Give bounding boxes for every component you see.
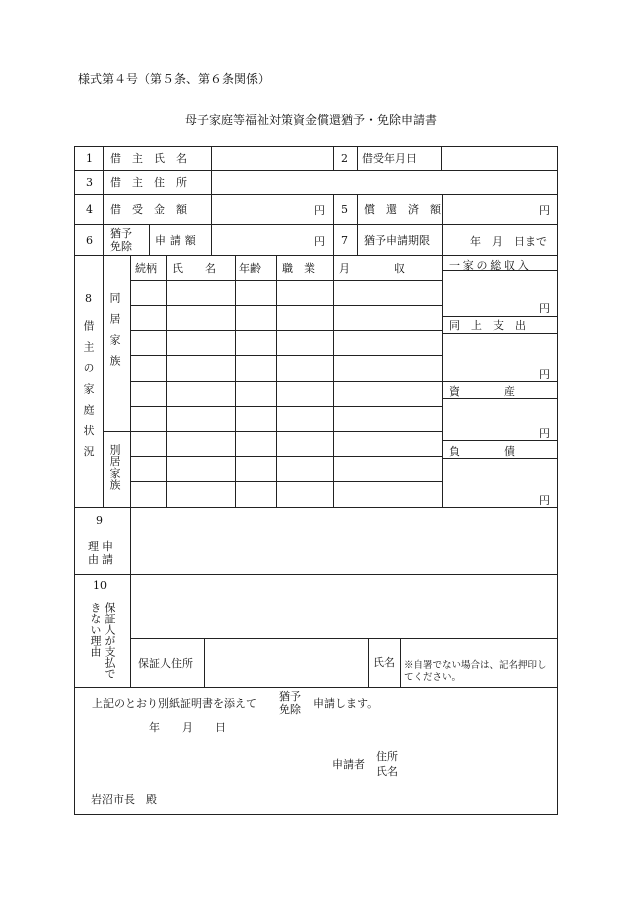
applicant-address-label: 住所 — [376, 750, 398, 763]
borrower-address-field[interactable] — [212, 171, 555, 193]
row9-number: 9 — [96, 514, 103, 527]
applicant-name-label: 氏名 — [376, 765, 398, 778]
reason-label-2: 請 — [102, 553, 113, 566]
row1-number: 1 — [86, 152, 93, 165]
reason-label-1: 申 — [102, 540, 113, 553]
deferral-deadline-date: 年 月 日まで — [470, 235, 547, 248]
form-title: 母子家庭等福祉対策資金償還猶予・免除申請書 — [185, 113, 438, 127]
guarantor-reason-label: 保証人が支払できない理由 — [89, 602, 116, 679]
assets-yen: 円 — [539, 427, 550, 440]
col-relation: 続柄 — [135, 262, 157, 275]
exemption-label: 免除 — [110, 240, 132, 253]
applicant-label: 申請者 — [332, 758, 365, 771]
loan-amount-yen: 円 — [314, 204, 325, 217]
cohabiting-family-label: 同居家族 — [108, 292, 121, 376]
guarantor-address-field[interactable] — [205, 639, 367, 686]
row6-number: 6 — [86, 234, 93, 247]
request-amount-label: 申請額 — [155, 234, 200, 247]
loan-date-label: 借受年月日 — [362, 152, 417, 165]
form-number: 様式第４号（第５条、第６条関係） — [78, 72, 271, 86]
borrower-name-label: 借 主 氏 名 — [110, 152, 187, 165]
loan-date-field[interactable] — [442, 147, 555, 169]
borrower-name-field[interactable] — [212, 147, 332, 169]
col-monthly-income: 月 収 — [339, 262, 405, 275]
statement-option-deferral: 猶予 — [279, 690, 301, 703]
borrower-address-label: 借 主 住 所 — [110, 176, 187, 189]
statement-text: 上記のとおり別紙証明書を添えて — [92, 697, 257, 710]
col-occupation: 職 業 — [282, 262, 315, 275]
deferral-deadline-label: 猶予申請期限 — [364, 234, 430, 247]
row7-number: 7 — [341, 234, 348, 247]
row10-number: 10 — [93, 579, 107, 592]
row4-number: 4 — [86, 203, 93, 216]
debts-yen: 円 — [539, 494, 550, 507]
statement-text-2: 申請します。 — [313, 697, 379, 710]
reason-label-4: 由 — [88, 553, 99, 566]
separate-family-label: 別居家族 — [108, 444, 121, 491]
row5-number: 5 — [341, 203, 348, 216]
total-income-yen: 円 — [539, 302, 550, 315]
row2-number: 2 — [341, 152, 348, 165]
household-status-label: 借主の家庭状況 — [82, 320, 95, 467]
loan-amount-label: 借 受 金 額 — [110, 203, 187, 216]
debts-label: 負 債 — [449, 445, 515, 458]
guarantor-reason-field[interactable] — [131, 575, 555, 637]
col-name: 氏 名 — [172, 262, 216, 275]
deferral-label: 猶予 — [110, 227, 132, 240]
repaid-amount-label: 償 還 済 額 — [364, 203, 441, 216]
statement-option-exemption: 免除 — [279, 703, 301, 716]
assets-label: 資 産 — [449, 385, 515, 398]
addressee: 岩沼市長 殿 — [91, 793, 157, 806]
same-expense-label: 同 上 支 出 — [449, 319, 526, 332]
same-expense-yen: 円 — [539, 368, 550, 381]
row3-number: 3 — [86, 176, 93, 189]
signature-note: ※自署でない場合は、記名押印してください。 — [404, 660, 547, 683]
col-age: 年齢 — [239, 262, 261, 275]
request-amount-yen: 円 — [314, 235, 325, 248]
total-income-label: 一家の総収入 — [449, 259, 532, 272]
guarantor-name-label: 氏名 — [373, 656, 395, 669]
repaid-amount-yen: 円 — [539, 204, 550, 217]
application-date: 年 月 日 — [149, 721, 226, 734]
reason-label-3: 理 — [88, 540, 99, 553]
reason-field[interactable] — [131, 508, 555, 573]
row8-number: 8 — [85, 292, 92, 305]
guarantor-address-label: 保証人住所 — [138, 657, 193, 670]
